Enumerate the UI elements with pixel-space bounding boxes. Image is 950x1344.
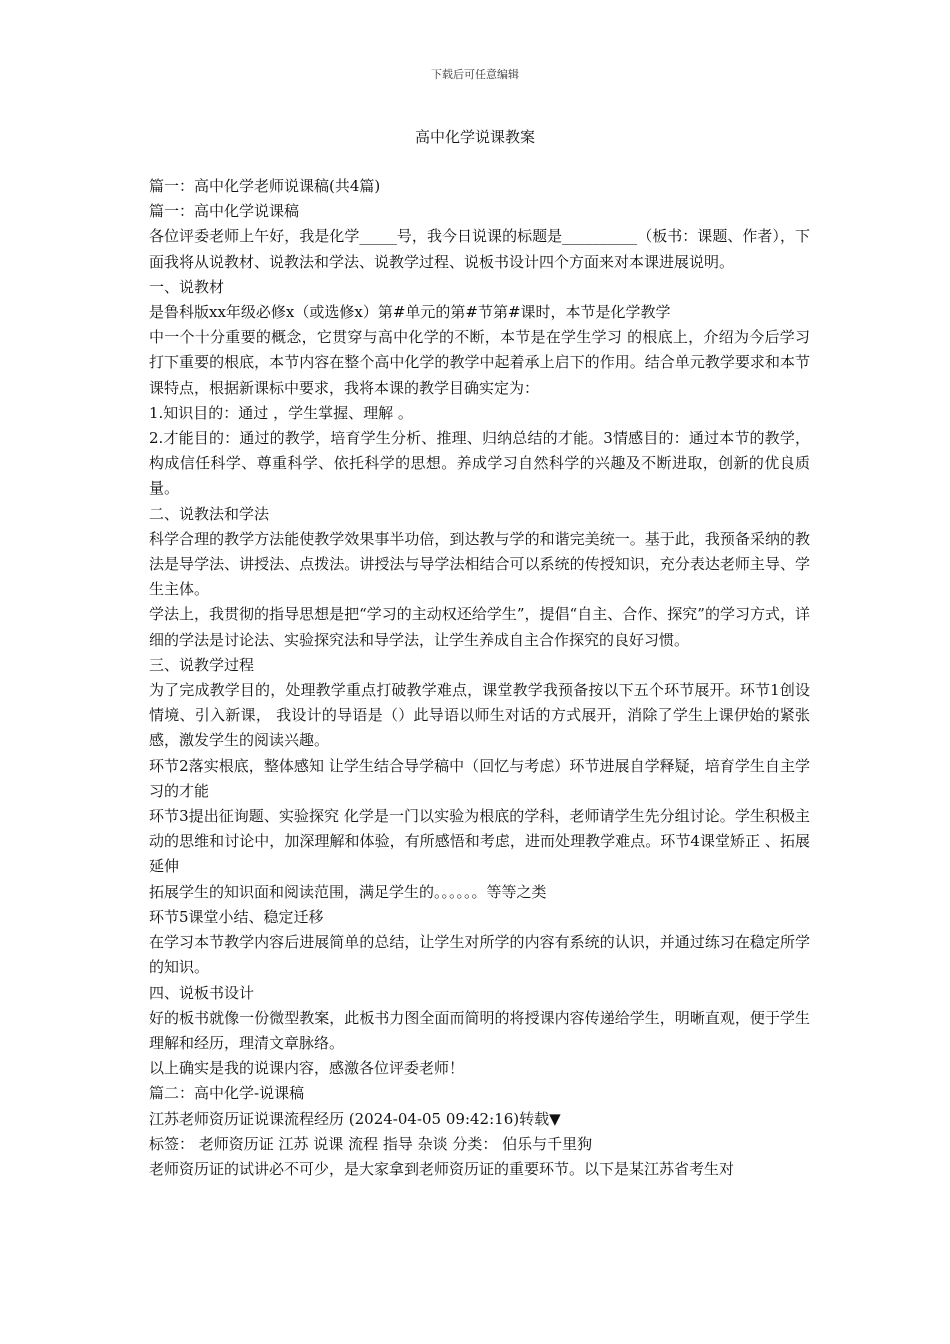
- paragraph: 在学习本节教学内容后进展简单的总结，让学生对所学的内容有系统的认识，并通过练习在稳定所学的知识。: [149, 933, 810, 977]
- paragraph: 环节2落实根底，整体感知 让学生结合导学稿中（回忆与考虑）环节进展自学释疑，培育学生自主学习的才能: [149, 756, 810, 800]
- paragraph: 以上确实是我的说课内容，感激各位评委老师！: [149, 1059, 465, 1078]
- document-body: [145, 174, 810, 1182]
- paragraph: 是鲁科版xx年级必修x（或选修x）第#单元的第#节第#课时，本节是化学教学: [149, 303, 671, 322]
- paragraph: 学法上，我贯彻的指导思想是把“学习的主动权还给学生”，提倡“自主、合作、探究”的学习方式，详细的学法是讨论法、实验探究法和导学法，让学生养成自主合作探究的良好习惯。: [149, 605, 810, 649]
- paragraph: 江苏老师资历证说课流程经历 (2024-04-05 09:42:16)转载▼: [149, 1109, 561, 1128]
- paragraph: 篇二：高中化学-说课稿: [149, 1084, 305, 1103]
- paragraph: 为了完成教学目的，处理教学重点打破教学难点，课堂教学我预备按以下五个环节展开。环节1创设情境、引入新课， 我设计的导语是（）此导语以师生对话的方式展开，消除了学生上课伊始的紧张感，激发学生的阅读兴趣。: [149, 681, 810, 750]
- paragraph: 中一个十分重要的概念，它贯穿与高中化学的不断，本节是在学生学习 的根底上，介绍为今后学习 打下重要的根底，本节内容在整个高中化学的教学中起着承上启下的作用。结合单元教学要求和本节课特点，根据新课标中要求，我将本课的教学目确实定为：: [149, 328, 810, 397]
- paragraph: 科学合理的教学方法能使教学效果事半功倍，到达教与学的和谐完美统一。基于此，我预备采纳的教法是导学法、讲授法、点拨法。讲授法与导学法相结合可以系统的传授知识，充分表达老师主导、学生主体。: [149, 529, 810, 599]
- paragraph: 拓展学生的知识面和阅读范围，满足学生的。。。。。。等等之类: [149, 882, 547, 901]
- page-header-note: 下载后可任意编辑: [431, 68, 519, 81]
- section-heading: 二、说教法和学法: [149, 504, 270, 523]
- paragraph: 篇一：高中化学老师说课稿(共4篇): [149, 177, 381, 195]
- paragraph: 老师资历证的试讲必不可少，是大家拿到老师资历证的重要环节。以下是某江苏省考生对: [149, 1159, 735, 1178]
- section-heading: 一、说教材: [149, 277, 225, 296]
- paragraph: 篇一：高中化学说课稿: [149, 202, 300, 221]
- section-heading: 四、说板书设计: [149, 983, 255, 1002]
- document-title: 高中化学说课教案: [414, 128, 535, 146]
- paragraph: 标签： 老师资历证 江苏 说课 流程 指导 杂谈 分类： 伯乐与千里狗: [149, 1134, 593, 1153]
- paragraph: 1.知识目的：通过 ，学生掌握、理解 。: [149, 403, 413, 422]
- paragraph: 环节3提出征询题、实验探究 化学是一门以实验为根底的学科，老师请学生先分组讨论。学生积极主动的思维和讨论中，加深理解和体验，有所感悟和考虑，进而处理教学难点。环节4课堂矫正 、拓展延伸: [149, 807, 810, 876]
- paragraph: 环节5课堂小结、稳定迁移: [149, 907, 324, 926]
- paragraph: 好的板书就像一份微型教案，此板书力图全面而简明的将授课内容传递给学生，明晰直观，便于学生理解和经历，理清文章脉络。: [149, 1008, 810, 1052]
- paragraph: 各位评委老师上午好，我是化学_____号，我今日说课的标题是__________（板书：课题、作者），下面我将从说教材、说教法和学法、说教学过程、说板书设计四个方面来对本课进展说明。: [149, 227, 810, 271]
- section-heading: 三、说教学过程: [149, 655, 255, 674]
- paragraph: 2.才能目的：通过的教学，培育学生分析、推理、归纳总结的才能。3情感目的：通过本节的教学，构成信任科学、尊重科学、依托科学的思想。养成学习自然科学的兴趣及不断进取，创新的优良质量。: [149, 429, 810, 498]
